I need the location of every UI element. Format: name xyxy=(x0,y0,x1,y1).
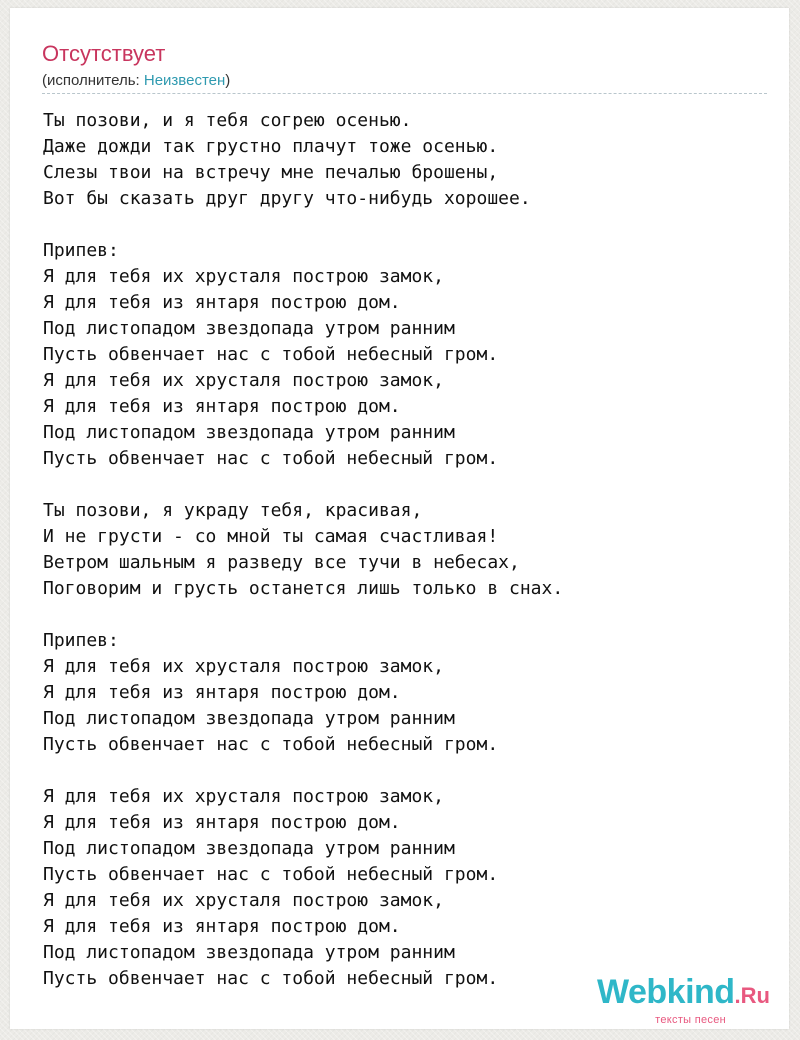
title-divider xyxy=(42,93,767,94)
lyrics-card xyxy=(10,8,789,1029)
artist-line xyxy=(42,71,230,91)
logo-wordmark xyxy=(597,975,770,1016)
artist-suffix: ) xyxy=(225,72,231,89)
logo-domain-text: .Ru xyxy=(734,983,770,1008)
artist-link[interactable]: Неизвестен xyxy=(143,72,226,89)
logo-tagline: тексты песен xyxy=(655,1014,726,1026)
artist-prefix: (исполнитель: xyxy=(42,72,144,89)
webkind-logo[interactable] xyxy=(597,975,770,1026)
song-title: Отсутствует xyxy=(42,41,166,66)
lyrics-text: Ты позови, и я тебя согрею осенью. Даже дожди так грустно плачут тоже осенью. Слезы твои на встречу мне печалью брошены, Вот бы сказать друг другу что-нибудь хорошее. Припев: Я для тебя их хрусталя построю замок, Я для тебя из янтаря построю дом. Под листопадом звездопада утром ранним Пусть обвенчает нас с тобой небесный гром. Я для тебя их хрусталя построю замок, Я для тебя из янтаря построю дом. Под листопадом звездопада утром ранним Пусть обвенчает нас с тобой небесный гром. Ты позови, я украду тебя, красивая, И не грусти - со мной ты самая счастливая! Ветром шальным я разведу все тучи в небесах, Поговорим и грусть останется лишь только в снах. Припев: Я для тебя их хрусталя построю замок, Я для тебя из янтаря построю дом. Под листопадом звездопада утром ранним Пусть обвенчает нас с тобой небесный гром. Я для тебя их хрусталя построю замок, Я для тебя из янтаря построю дом. Под листопадом звездопада утром ранним Пусть обвенчает нас с тобой небесный гром. Я для тебя их хрусталя построю замок, Я для тебя из янтаря построю дом. Под листопадом звездопада утром ранним Пусть обвенчает нас с тобой небесный гром. xyxy=(43,110,564,989)
logo-main-text: Webkind xyxy=(597,973,735,1011)
